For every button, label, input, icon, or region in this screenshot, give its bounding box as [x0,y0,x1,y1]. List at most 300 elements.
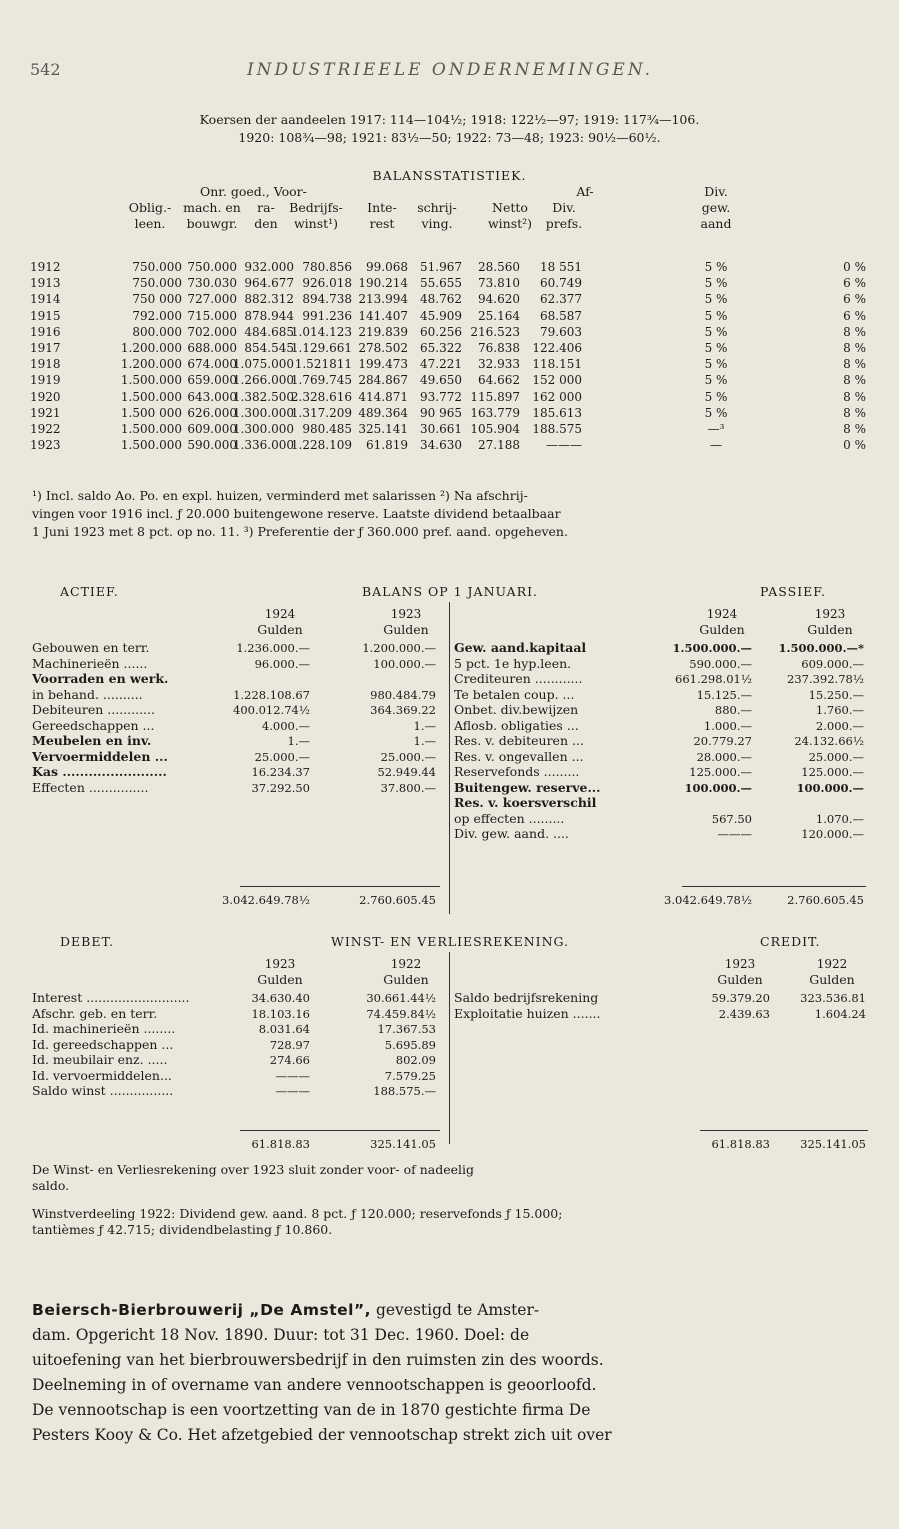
stat-cell: 152 000 [532,373,582,388]
remark-line-4: tantièmes ƒ 42.715; dividendbelasting ƒ 10.860. [32,1222,333,1237]
balans-left-value: 1.— [413,718,436,733]
winst-left-total: 325.141.05 [370,1137,436,1151]
stat-cell: 141.407 [358,308,408,323]
balans-total-rule [240,886,440,887]
stat-cell: 5 % [704,389,728,404]
balans-right-value: 24.132.66½ [794,734,864,748]
stat-cell: 1.200.000 [120,341,182,355]
winst-right-unit: Gulden [717,972,763,987]
stat-cell: 190.214 [358,276,408,291]
stat-cell: 49.650 [420,373,462,388]
balans-left-label-item: Debiteuren ............ [32,702,155,717]
stat-header-r1-c5: Inte- [367,200,397,215]
company-line-3: uitoefening van het bierbrouwersbedrijf in den ruimsten zin des woords. [32,1351,604,1369]
stat-cell: 484.685 [244,324,294,339]
stat-cell: 609.000 [187,422,237,436]
balans-left-label-item: Gebouwen en terr. [32,640,150,655]
balans-right-label-item: op effecten ......... [454,810,565,826]
stat-cell: 1.300.000 [232,405,294,420]
balans-right-value: 20.779.27 [693,734,752,748]
stat-cell: 30.661 [420,422,462,436]
stat-cell: 643.000 [187,389,237,404]
balans-right-value: 125.000.— [801,765,864,779]
balans-right-value: ——— [717,827,752,841]
stat-cell: 1.500.000 [120,389,182,404]
stat-cell: 1.769.745 [290,373,352,388]
stat-cell: 25.164 [478,308,520,323]
balans-left-value: 37.292.50 [251,780,310,795]
stat-cell: 8 % [843,422,866,436]
stat-cell: 1.014.123 [290,324,352,339]
stat-year: 1919 [30,373,61,388]
stat-cell: 5 % [704,373,728,388]
stat-header-r1-c3: ra- [257,200,275,215]
winst-left-value: 34.630.40 [251,991,310,1005]
winst-right-value: 59.379.20 [711,991,770,1005]
balans-left-unit: Gulden [257,622,303,637]
balans-right-value: 100.000.— [684,780,752,795]
koersen-line-1: Koersen der aandeelen 1917: 114—104½; 1918: 122½—97; 1919: 117¾—106. [199,112,700,127]
winst-left-year: 1923 [264,957,296,971]
stat-cell: 62.377 [540,292,582,307]
winst-right-label-item: Exploitatie huizen ....... [454,1005,601,1021]
winst-right-total: 61.818.83 [711,1137,770,1151]
balans-right-unit: Gulden [699,622,745,637]
stat-row [0,325,899,341]
page-header [30,60,870,80]
stat-cell: 1.200.000 [120,357,182,372]
stat-cell: 8 % [843,324,866,339]
stat-cell: 93.772 [420,389,462,404]
company-line-2: dam. Opgericht 18 Nov. 1890. Duur: tot 31 Dec. 1960. Doel: de [32,1326,530,1344]
balans-left-value: 16.234.37 [251,765,310,779]
balans-right-year: 1923 [814,607,846,621]
remark-line-2: saldo. [32,1178,70,1193]
balans-right-year: 1924 [706,607,738,621]
stat-note-line: 1 Juni 1923 met 8 pct. op no. 11. ³) Preferentie der ƒ 360.000 pref. aand. opgeheven. [32,524,568,539]
stat-cell: 1.228.109 [290,438,352,453]
balans-right-value: 28.000.— [696,749,752,764]
stat-row [0,292,899,308]
stat-cell: 163.779 [470,405,520,420]
stat-row [0,438,899,454]
stat-cell: 105.904 [470,422,520,436]
stat-header-r2-c6: ving. [421,216,453,231]
stat-cell: 1.300.000 [232,422,294,436]
stat-cell: 894.738 [302,292,352,307]
stat-cell: 0 % [843,438,866,453]
stat-cell: 61.819 [366,438,408,453]
stat-cell: 750.000 [132,276,182,291]
winst-right-value: 2.439.63 [718,1006,770,1021]
stat-cell: 278.502 [358,341,408,355]
winst-left-label-item: Id. gereedschappen ... [32,1036,174,1052]
stat-year: 1920 [30,389,61,404]
stat-cell: 51.967 [420,260,462,274]
stat-cell: 188.575 [532,422,582,436]
balans-right-value: 15.125.— [696,687,752,702]
balans-left-value: 400.012.74½ [233,703,310,717]
winst-total-rule [240,1130,440,1131]
balans-left-label-item: Kas ........................ [32,764,167,779]
stat-row [0,260,899,276]
winst-right-unit: Gulden [809,972,855,987]
stat-year: 1915 [30,308,61,323]
stat-cell: 90 965 [420,405,462,420]
balans-left-value: 100.000.— [373,656,436,671]
stat-cell: 1.500.000 [120,373,182,388]
winst-left-label-item: Interest .......................... [32,990,190,1005]
stat-cell: 715.000 [187,308,237,323]
stat-cell: 5 % [704,357,728,372]
stat-cell: 659.000 [187,373,237,388]
stat-cell: 60.749 [540,276,582,291]
stat-cell: 199.473 [358,357,408,372]
winst-left-value: 802.09 [395,1053,436,1067]
balans-total-rule [682,886,866,887]
winst-left-value: 274.66 [269,1053,310,1067]
balans-left-value: 1.— [413,734,436,748]
balans-left-label-item: Gereedschappen ... [32,717,155,733]
balans-left-year: 1924 [264,607,296,621]
stat-cell: 964.677 [244,276,294,291]
stat-cell: — [710,438,722,453]
stat-cell: 1.500.000 [120,438,182,453]
stat-row [0,276,899,292]
stat-header-r1-c8: Div. [552,200,576,215]
stat-cell: 792.000 [132,308,182,323]
stat-row [0,390,899,406]
winst-left-label-item: Id. vervoermiddelen... [32,1067,172,1083]
stat-row [0,309,899,325]
winst-right-value: 323.536.81 [800,991,866,1005]
balans-left-value: 1.236.000.— [236,641,310,655]
stat-cell: 60.256 [420,324,462,339]
stat-cell: 5 % [704,405,728,420]
stat-year: 1922 [30,422,61,436]
balans-left-total: 2.760.605.45 [359,893,436,907]
winst-right-label: CREDIT. [760,934,821,949]
stat-cell: 750.000 [187,260,237,274]
stat-row [0,341,899,357]
stat-year: 1914 [30,292,61,307]
balans-left-value: 25.000.— [380,749,436,764]
stat-cell: 8 % [843,389,866,404]
balans-right-label-item: Crediteuren ............ [454,671,583,686]
winst-right-year: 1922 [816,957,848,971]
running-title: INDUSTRIEELE ONDERNEMINGEN. [246,60,654,80]
winst-right-total: 325.141.05 [800,1137,866,1151]
stat-header-r2-c9: aand [700,216,732,231]
balans-right-label-item: Res. v. ongevallen ... [454,748,584,764]
balans-left-total: 3.042.649.78½ [222,893,310,907]
stat-cell: 727.000 [187,292,237,307]
stat-cell: 73.810 [478,276,520,291]
stat-cell: 926.018 [302,276,352,291]
stat-cell: 780.856 [302,260,352,274]
winst-total-rule [700,1130,868,1131]
stat-cell: 750.000 [132,260,182,274]
stat-cell: 854.545 [244,341,294,355]
stat-cell: 414.871 [358,389,408,404]
winst-left-unit: Gulden [383,972,429,987]
stat-cell: 688.000 [187,341,237,355]
stat-cell: 1.266.000 [232,373,294,388]
stat-row [0,373,899,389]
winst-left-unit: Gulden [257,972,303,987]
stat-header-r1-c4: Bedrijfs- [289,200,343,215]
balans-left-value: 25.000.— [254,749,310,764]
balans-right-value: 1.500.000.—* [778,641,864,655]
stat-header-r1-c1: Oblig.- [128,200,172,215]
balans-left-value: 37.800.— [380,780,436,795]
balans-right-value: 2.000.— [815,718,864,733]
stat-cell: 18 551 [540,260,582,274]
stat-cell: 6 % [843,292,866,307]
winst-left-value: 188.575.— [373,1084,436,1098]
balans-right-value: 120.000.— [801,827,864,841]
stat-header-r1-c2: mach. en [183,200,241,215]
balans-right-value: 661.298.01½ [675,672,752,686]
balans-right-value: 125.000.— [689,765,752,779]
stat-row [0,406,899,422]
stat-cell: 32.933 [478,357,520,372]
balans-right-total: 2.760.605.45 [787,893,864,907]
winst-left-year: 1922 [390,957,422,971]
balans-right-value: 590.000.— [689,656,752,671]
stat-cell: 64.662 [478,373,520,388]
balans-left-label-item: Machinerieën ...... [32,655,148,671]
stat-year: 1916 [30,324,61,339]
stat-header-r1-c7: Netto [492,200,528,215]
balans-left-value: 96.000.— [254,656,310,671]
winst-left-value: 17.367.53 [377,1022,436,1036]
stat-cell: 6 % [843,276,866,291]
winst-left-value: 8.031.64 [258,1022,310,1036]
winst-right-value: 1.604.24 [814,1006,866,1021]
balans-right-label-item: Reservefonds ......... [454,764,580,779]
stat-cell: 730.030 [187,276,237,291]
winst-left-value: 18.103.16 [251,1006,310,1021]
balans-left-label-item: in behand. .......... [32,686,143,702]
remark-line-1: De Winst- en Verliesrekening over 1923 sluit zonder voor- of nadeelig [32,1162,474,1177]
stat-row [0,422,899,438]
company-line-6: Pesters Kooy & Co. Het afzetgebied der vennootschap strekt zich uit over [32,1426,612,1444]
winst-left-value: 728.97 [269,1037,310,1052]
stat-cell: 8 % [843,357,866,372]
stat-cell: 1.075.000 [232,357,294,372]
winst-left-value: 5.695.89 [384,1037,436,1052]
company-description [32,1298,867,1448]
balans-right-label-item: Buitengew. reserve... [454,779,601,795]
balans-right-label-item: Aflosb. obligaties ... [454,717,579,733]
stat-header-r1-c6: schrij- [417,200,457,215]
stat-cell: 48.762 [420,292,462,307]
stat-cell: 68.587 [540,308,582,323]
balans-left-value: 4.000.— [261,718,310,733]
stat-cell: 674.000 [187,357,237,372]
balans-right-value: 237.392.78½ [787,672,864,686]
stat-cell: 65.322 [420,341,462,355]
balans-right-value: 1.500.000.— [672,641,752,655]
stat-header-r2-c5: rest [369,216,395,231]
stat-cell: 325.141 [358,422,408,436]
stat-cell: 932.000 [244,260,294,274]
stat-cell: 284.867 [358,373,408,388]
stat-cell: 5 % [704,276,728,291]
balans-left-label: ACTIEF. [60,584,119,599]
stat-cell: 47.221 [420,357,462,372]
stat-cell: 219.839 [358,324,408,339]
winst-left-value: 7.579.25 [384,1068,436,1083]
company-line-4: Deelneming in of overname van andere vennootschappen is geoorloofd. [32,1376,597,1394]
company-name: Beiersch-Bierbrouwerij „De Amstel”, [32,1301,372,1319]
stat-cell: 1.336.000 [232,438,294,453]
balans-left-label-item: Voorraden en werk. [32,671,169,686]
balans-right-label-item: Gew. aand.kapitaal [454,640,587,655]
remark-line-3: Winstverdeeling 1922: Dividend gew. aand. 8 pct. ƒ 120.000; reservefonds ƒ 15.000; [32,1206,563,1221]
stat-year: 1923 [30,438,61,453]
stat-cell: 5 % [704,341,728,355]
balans-right-value: 15.250.— [808,687,864,702]
balans-left-value: 1.228.108.67 [233,687,310,702]
stat-year: 1918 [30,357,61,372]
stat-header-r2-c2: bouwgr. [186,216,238,231]
winst-left-label-item: Afschr. geb. en terr. [32,1005,158,1021]
stat-header-r1-c9: gew. [701,200,731,215]
stat-cell: 8 % [843,341,866,355]
winst-left-total: 61.818.83 [251,1137,310,1151]
balans-left-value: 1.200.000.— [362,641,436,655]
stat-cell: 626.000 [187,405,237,420]
balans-right-value: 25.000.— [808,749,864,764]
stat-cell: 980.485 [302,422,352,436]
stat-cell: 45.909 [420,308,462,323]
stat-cell: 0 % [843,260,866,274]
balans-left-year: 1923 [390,607,422,621]
stat-cell: 185.613 [532,405,582,420]
stat-cell: 76.838 [478,341,520,355]
balans-right-value: 1.070.— [815,811,864,826]
winst-left-value: ——— [275,1068,310,1083]
stat-cell: 1.521811 [294,357,352,372]
stat-cell: 115.897 [470,389,520,404]
winst-right-year: 1923 [724,957,756,971]
stat-note-line: vingen voor 1916 incl. ƒ 20.000 buitengewone reserve. Laatste dividend betaalbaar [32,506,561,521]
stat-cell: 5 % [704,260,728,274]
balans-right-label: PASSIEF. [760,584,826,599]
stat-cell: 1.129.661 [290,341,352,355]
balans-right-value: 100.000.— [796,780,864,795]
stat-cell: 122.406 [532,341,582,355]
company-line-1: Beiersch-Bierbrouwerij „De Amstel”, gevestigd te Amster- [32,1301,540,1319]
stat-header-r2-c3: den [254,216,278,231]
stat-cell: 213.994 [358,292,408,307]
balans-right-value: 1.760.— [815,703,864,717]
balans-right-total: 3.042.649.78½ [664,893,752,907]
winst-divider [449,952,450,1144]
stat-cell: 8 % [843,405,866,420]
koersen-line-2: 1920: 108¾—98; 1921: 83½—50; 1922: 73—48; 1923: 90½—60½. [238,130,661,145]
stat-header-r2-c7: winst²) [487,216,533,231]
winst-title: WINST- EN VERLIESREKENING. [330,934,570,949]
winst-left-value: ——— [275,1084,310,1098]
stat-cell: 1.382.500 [232,389,294,404]
stat-cell: 118.151 [532,357,582,372]
balans-right-value: 880.— [714,703,752,717]
stat-note-line: ¹) Incl. saldo Ao. Po. en expl. huizen, verminderd met salarissen ²) Na afschrij- [32,488,528,503]
stat-cell: 27.188 [478,438,520,453]
balans-divider [449,602,450,914]
balans-right-label-item: Div. gew. aand. .... [454,826,569,841]
stat-cell: 5 % [704,308,728,323]
winst-left-label-item: Id. meubilair enz. ..... [32,1052,168,1067]
stat-header-r2-c1: leen. [134,216,166,231]
winst-left-value: 30.661.44½ [366,991,436,1005]
balans-title: BALANS OP 1 JANUARI. [361,584,539,599]
stat-cell: 99.068 [366,260,408,274]
winst-right-label-item: Saldo bedrijfsrekening [454,990,599,1005]
stat-year: 1921 [30,405,61,420]
balans-left-unit: Gulden [383,622,429,637]
balans-left-value: 980.484.79 [370,687,436,702]
balans-right-label-item: 5 pct. 1e hyp.leen. [454,655,572,671]
stat-cell: 162 000 [532,389,582,404]
stat-cell: 216.523 [470,324,520,339]
winst-left-label-item: Id. machinerieën ........ [32,1021,176,1036]
stat-cell: 2.328.616 [290,389,352,404]
balans-right-label-item: Te betalen coup. ... [454,686,575,702]
page-number: 542 [30,60,61,79]
balans-right-value: 1.000.— [703,718,752,733]
stat-cell: 489.364 [358,405,408,420]
stat-cell: 34.630 [420,438,462,453]
stat-year: 1913 [30,276,61,291]
balans-right-unit: Gulden [807,622,853,637]
balans-left-value: 364.369.22 [370,703,436,717]
balans-left-label-item: Effecten ............... [32,779,149,795]
balans-left-value: 52.949.44 [377,765,436,779]
stat-cell: 94.620 [478,292,520,307]
balans-right-label-item: Onbet. div.bewijzen [454,702,579,717]
stat-cell: 702.000 [187,324,237,339]
stat-cell: 590.000 [187,438,237,453]
stat-cell: 5 % [704,292,728,307]
balans-right-label-item: Res. v. koersverschil [454,795,597,810]
stat-cell: 1.500.000 [120,422,182,436]
stat-cell: 878.944 [244,308,294,323]
stat-header-r2-c8: prefs. [545,216,583,231]
stat-header-r0-c9: Div. [704,184,728,199]
stat-cell: 1.317.209 [290,405,352,420]
stat-header-r2-c4: winst¹) [293,216,339,231]
balans-right-value: 567.50 [711,811,752,826]
balans-left-label-item: Vervoermiddelen ... [32,748,168,764]
balansstatistiek-title: BALANSSTATISTIEK. [372,168,527,183]
stat-year: 1912 [30,260,61,274]
winst-left-label-item: Saldo winst ................ [32,1083,174,1098]
stat-cell: 28.560 [478,260,520,274]
stat-cell: 8 % [843,373,866,388]
winst-left-label: DEBET. [60,934,114,949]
stat-cell: 882.312 [244,292,294,307]
balans-right-value: 609.000.— [801,656,864,671]
balans-right-label-item: Res. v. debiteuren ... [454,733,584,748]
winst-left-value: 74.459.84½ [366,1006,436,1021]
stat-cell: 55.655 [420,276,462,291]
stat-cell: ——— [546,438,582,453]
stat-cell: 800.000 [132,324,182,339]
